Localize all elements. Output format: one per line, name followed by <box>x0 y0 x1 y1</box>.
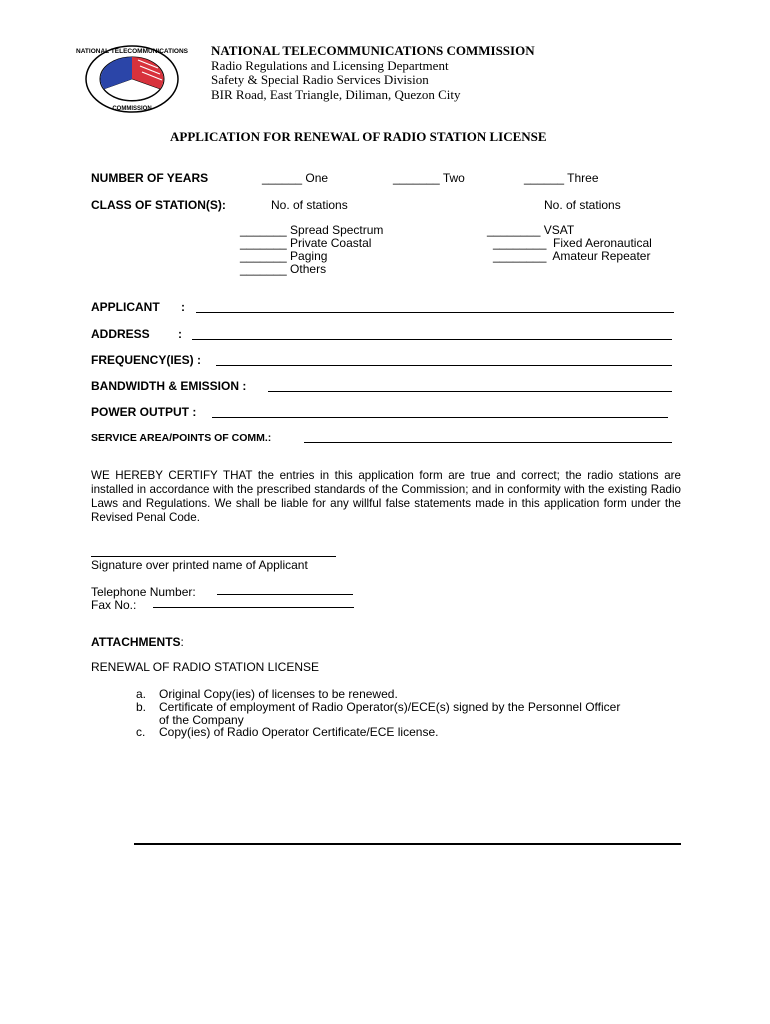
seal-text-top: NATIONAL TELECOMMUNICATIONS <box>76 48 188 55</box>
fax-field[interactable] <box>153 607 354 608</box>
attachment-a-marker: a. <box>136 687 147 701</box>
org-name: NATIONAL TELECOMMUNICATIONS COMMISSION <box>211 43 535 58</box>
applicant-label: APPLICANT <box>91 300 160 314</box>
option-paging[interactable]: _______ Paging <box>240 249 328 263</box>
attachments-heading <box>91 635 184 649</box>
signature-label: Signature over printed name of Applicant <box>91 558 308 572</box>
seal-text-bottom: COMMISSION <box>112 106 152 112</box>
years-option-one[interactable]: ______ One <box>262 171 329 185</box>
option-fixed-aeronautical[interactable]: ________ Fixed Aeronautical <box>493 236 652 250</box>
attachment-a-text: Original Copy(ies) of licenses to be renewed. <box>159 687 398 701</box>
power-output-field[interactable] <box>212 417 668 418</box>
years-option-three[interactable]: ______ Three <box>524 171 599 185</box>
attachments-title: ATTACHMENTS <box>91 635 181 649</box>
station-class-label: CLASS OF STATION(S): <box>91 198 226 212</box>
option-others[interactable]: _______ Others <box>240 262 327 276</box>
ntc-seal-logo <box>76 44 188 114</box>
bandwidth-field[interactable] <box>268 391 672 392</box>
address-label: ADDRESS <box>91 327 150 341</box>
attachments-subtitle: RENEWAL OF RADIO STATION LICENSE <box>91 660 320 674</box>
fax-label: Fax No.: <box>91 598 137 612</box>
right-stations-header: No. of stations <box>544 198 621 212</box>
division-name: Safety & Special Radio Services Division <box>211 72 429 87</box>
service-area-field[interactable] <box>304 442 672 443</box>
form-title: APPLICATION FOR RENEWAL OF RADIO STATION LICENSE <box>170 129 547 144</box>
option-amateur-repeater[interactable]: ________ Amateur Repeater <box>493 249 651 263</box>
telephone-field[interactable] <box>217 594 353 595</box>
bandwidth-label: BANDWIDTH & EMISSION : <box>91 379 247 393</box>
attachment-c-text: Copy(ies) of Radio Operator Certificate/ECE license. <box>159 725 439 739</box>
frequency-field[interactable] <box>216 365 672 366</box>
certification-statement: WE HEREBY CERTIFY THAT the entries in this application form are true and correct; the radio stations are installed in accordance with the prescribed standards of the Commission; and in conformity with the existing Radio Laws and Regulations. We shall be liable for any willful false statements made in this application form under the Revised Penal Code. <box>91 469 681 524</box>
bottom-rule <box>134 843 681 845</box>
office-address: BIR Road, East Triangle, Diliman, Quezon City <box>211 87 461 102</box>
attachments-colon: : <box>180 635 184 649</box>
signature-line[interactable] <box>91 556 336 557</box>
attachment-b-text: Certificate of employment of Radio Operator(s)/ECE(s) signed by the Personnel Officer <box>159 700 621 714</box>
attachment-b-marker: b. <box>136 700 147 714</box>
address-field[interactable] <box>192 339 672 340</box>
telephone-label: Telephone Number: <box>91 585 196 599</box>
frequency-label: FREQUENCY(IES) : <box>91 353 202 367</box>
applicant-colon: : <box>181 300 185 314</box>
department-name: Radio Regulations and Licensing Department <box>211 58 449 73</box>
attachment-c-marker: c. <box>136 725 146 739</box>
power-output-label: POWER OUTPUT : <box>91 405 197 419</box>
attachment-b-text-cont: of the Company <box>159 713 244 727</box>
left-stations-header: No. of stations <box>271 198 348 212</box>
years-option-two[interactable]: _______ Two <box>393 171 465 185</box>
years-label: NUMBER OF YEARS <box>91 171 209 185</box>
option-spread-spectrum[interactable]: _______ Spread Spectrum <box>240 223 384 237</box>
option-private-coastal[interactable]: _______ Private Coastal <box>240 236 372 250</box>
service-area-label: SERVICE AREA/POINTS OF COMM.: <box>91 432 272 444</box>
applicant-field[interactable] <box>196 312 674 313</box>
option-vsat[interactable]: ________ VSAT <box>487 223 575 237</box>
address-colon: : <box>178 327 182 341</box>
